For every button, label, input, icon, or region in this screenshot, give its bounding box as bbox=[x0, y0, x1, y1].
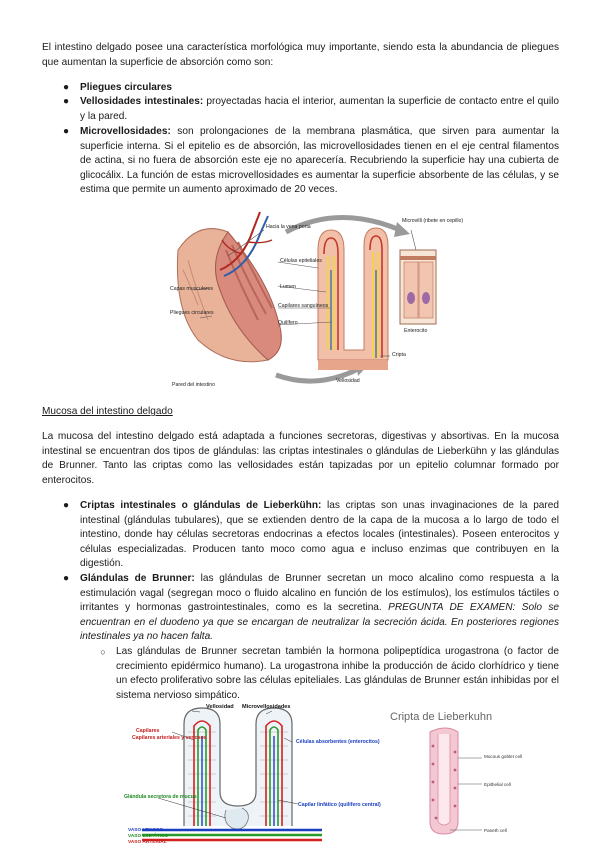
list-item-bold: Pliegues circulares bbox=[80, 82, 173, 93]
label-microvilli: Microvilli (ribete en cepillo) bbox=[402, 218, 464, 224]
label-quilifero: Quilífero bbox=[278, 320, 298, 326]
mucosa-paragraph: La mucosa del intestino delgado está adaptada a funciones secretoras, digestivas y absortivas. En la mucosa intestinal se encuentran dos tipos de glándulas: las criptas intestinales o glándulas de Lieberkühn y las glándulas de Brunner. Tanto las criptas como las vellosidades están tapizadas por un epitelio columnar formado por enterocitos. bbox=[42, 431, 559, 486]
bullet: ● bbox=[62, 96, 70, 107]
list-item-bold: Criptas intestinales o glándulas de Lieberkühn: bbox=[80, 500, 322, 511]
label-vaso-venoso: VASO VENOSO bbox=[128, 828, 164, 833]
crypt-of-lieberkuhn-figure bbox=[386, 706, 526, 846]
label-vellosidad: Vellosidad bbox=[336, 378, 360, 384]
list-item-text: proyectadas hacia el interior, aumentan la superficie de contacto entre el quilo y la pared. bbox=[80, 96, 559, 122]
label-pliegues-circulares: Pliegues circulares bbox=[170, 310, 214, 316]
label-vellosidad: Vellosidad bbox=[206, 704, 234, 710]
label-capas-musculares: Capas musculares bbox=[170, 286, 213, 292]
label-epithelial-cell: Epithelial cell bbox=[484, 782, 511, 787]
label-lumen: Lumen bbox=[280, 284, 296, 290]
section-heading: Mucosa del intestino delgado bbox=[42, 406, 173, 417]
label-hacia-vena-porta: Hacia la vena porta bbox=[266, 224, 311, 230]
intestine-wall-figure bbox=[168, 210, 464, 390]
list-item-text: son prolongaciones de la membrana plasmática, que sirven para aumentar la superficie interna. Si el epitelio es de absorción, las microvellosidades tienen en el eje central filamentos de actina, si no fuera de absorción este eje no aparecería. Recubriendo la superficie hay una cubierta de glicocálix. La función de estas microvellosidades es aumentar la superficie absorbente de las células, y se estima que permite un aumento aproximado de 20 veces. bbox=[80, 126, 559, 196]
bullet: ● bbox=[62, 500, 70, 511]
label-paneth-cell: Paneth cell bbox=[484, 828, 507, 833]
label-pared-intestino: Pared del intestino bbox=[172, 382, 215, 388]
sub-list-item: Las glándulas de Brunner secretan también la hormona polipeptídica urogastrona (o factor de crecimiento epidérmico humano). La urogastrona inhibe la producción de ácido clorhídrico y tiene un efecto proliferativo sobre las células epiteliales. Las glándulas de Brunner están inhibidas por el sistema nervioso simpático. bbox=[116, 646, 559, 701]
label-capilares-arteriales-2: Capilares arteriales y venosos bbox=[132, 735, 207, 741]
crypt-title: Cripta de Lieberkuhn bbox=[390, 711, 493, 723]
label-vaso-linfatico: VASO LINFÁTICO bbox=[128, 834, 169, 839]
list-item-text: las glándulas de Brunner secretan un moco alcalino como respuesta a la estimulación vagal (segregan moco o fluido alcalino en función de los estímulos), los estímulos táctiles o irritantes y hormonas gastrointestinales, como es la secretina. bbox=[80, 573, 559, 614]
sub-bullet: ○ bbox=[100, 647, 106, 657]
list-item-bold: Glándulas de Brunner: bbox=[80, 573, 195, 584]
label-glandula-secretora: Glándula secretora de mucus bbox=[124, 794, 197, 800]
villus-diagram bbox=[122, 702, 382, 846]
bullet: ● bbox=[62, 573, 70, 584]
bullet: ● bbox=[62, 126, 70, 137]
list-item bbox=[80, 95, 559, 124]
list-item-text: las criptas son unas invaginaciones de la pared intestinal (glándulas tubulares), que se extienden dentro de la capa de la mucosa a lo largo de todo el intestino, donde hay células secretoras endocrinas a efectos locales (intestinales). Poseen enterocitos y células especializadas. Producen tanto moco como agua e incluso enzimas que contribuyen en la digestión. bbox=[80, 500, 560, 570]
list-item bbox=[80, 125, 559, 198]
list-item bbox=[80, 499, 559, 572]
label-mucous-goblet: Mucous goblet cell bbox=[484, 754, 523, 759]
list-item bbox=[80, 572, 559, 645]
label-capilar-linfatico: Capilar linfático (quilífero central) bbox=[298, 802, 381, 808]
label-microvellosidades: Microvellosidades bbox=[242, 704, 291, 710]
label-capilares-sanguineos: Capilares sanguíneos bbox=[278, 303, 329, 309]
bullet: ● bbox=[62, 82, 70, 93]
label-enterocito: Enterocito bbox=[404, 328, 428, 334]
exam-note: PREGUNTA DE EXAMEN: Solo se encuentran en el duodeno ya que se encargan de neutralizar la secreción ácida. En posteriores regiones intestinales ya no hacen falta. bbox=[80, 602, 560, 643]
label-celulas-epiteliales: Células epiteliales bbox=[280, 258, 322, 264]
list-item-bold: Vellosidades intestinales: bbox=[80, 96, 204, 107]
label-capilares-arteriales-1: Capilares bbox=[136, 728, 160, 734]
intro-paragraph: El intestino delgado posee una característica morfológica muy importante, siendo esta la abundancia de pliegues que aumentan la superficie de absorción como son: bbox=[42, 42, 559, 68]
label-vaso-arterial: VASO ARTERIAL bbox=[128, 840, 167, 845]
list-item bbox=[80, 81, 559, 96]
label-cripta: Cripta bbox=[392, 352, 406, 358]
list-item-bold: Microvellosidades: bbox=[80, 126, 171, 137]
label-celulas-absorbentes: Células absorbentes (enterocitos) bbox=[296, 739, 380, 745]
